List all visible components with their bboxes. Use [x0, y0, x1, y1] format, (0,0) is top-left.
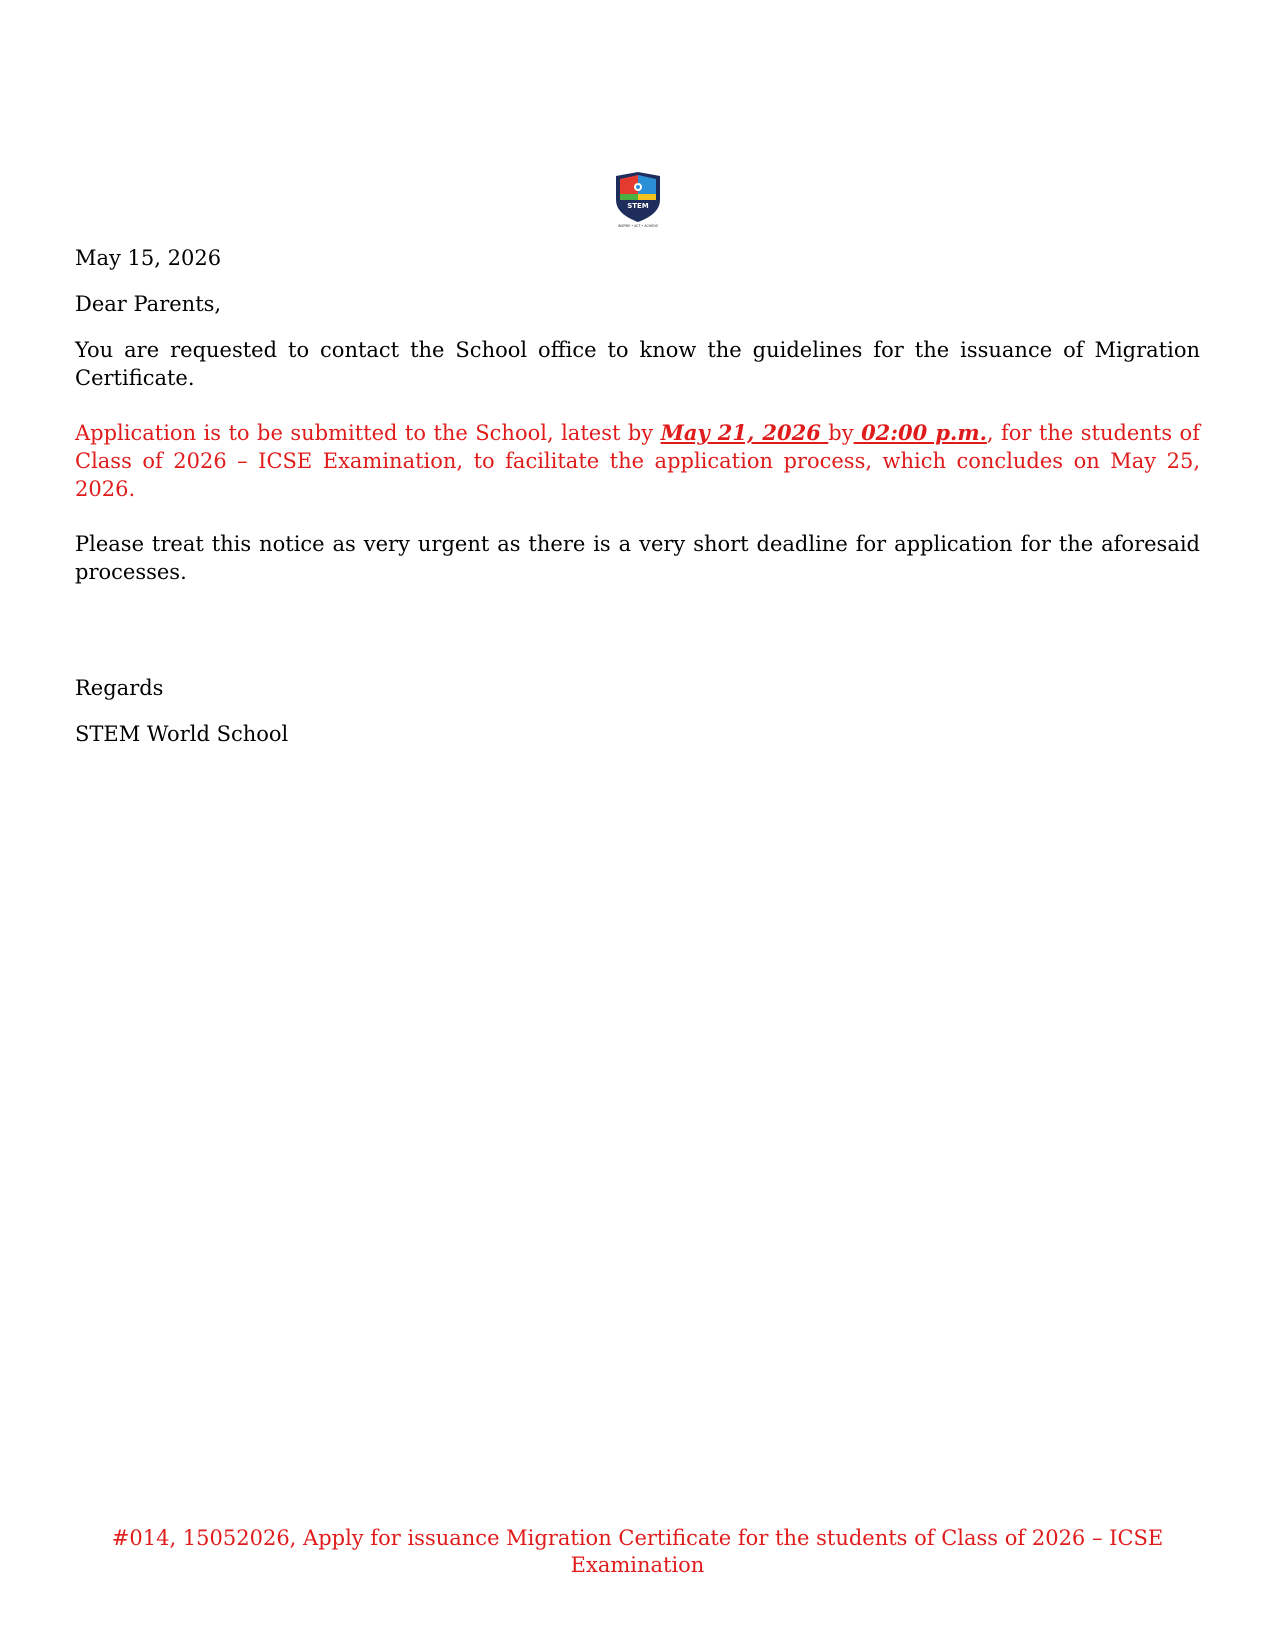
- salutation: Dear Parents,: [75, 292, 222, 316]
- signature: STEM World School: [75, 722, 289, 746]
- footer-reference: #014, 15052026, Apply for issuance Migration Certificate for the students of Class of 2026 – ICSE Examination: [111, 1526, 1164, 1577]
- letter-date: May 15, 2026: [75, 246, 222, 270]
- paragraph-deadline: [75, 419, 1200, 503]
- deadline-time: 02:00 p.m.: [861, 420, 987, 445]
- logo-text: STEM: [627, 202, 649, 210]
- paragraph-guidelines: You are requested to contact the School office to know the guidelines for the issuance of Migration Certificate.: [75, 338, 1200, 390]
- deadline-text-part3: , for the students of Class of 2026 – ICSE Examination, to facilitate the application process, which concludes on May 25, 2026.: [75, 421, 1200, 501]
- deadline-text-part1: Application is to be submitted to the School, latest by: [75, 421, 661, 445]
- closing: Regards: [75, 676, 164, 700]
- logo-tagline: INSPIRE • ACT • ACHIEVE: [617, 224, 659, 228]
- deadline-date: May 21, 2026: [660, 420, 821, 445]
- deadline-space-2: [854, 421, 861, 445]
- letter-body: [75, 244, 1200, 748]
- school-logo: [612, 170, 664, 228]
- deadline-text-part2: by: [828, 421, 854, 445]
- paragraph-urgent: Please treat this notice as very urgent as there is a very short deadline for application for the aforesaid processes.: [75, 532, 1200, 584]
